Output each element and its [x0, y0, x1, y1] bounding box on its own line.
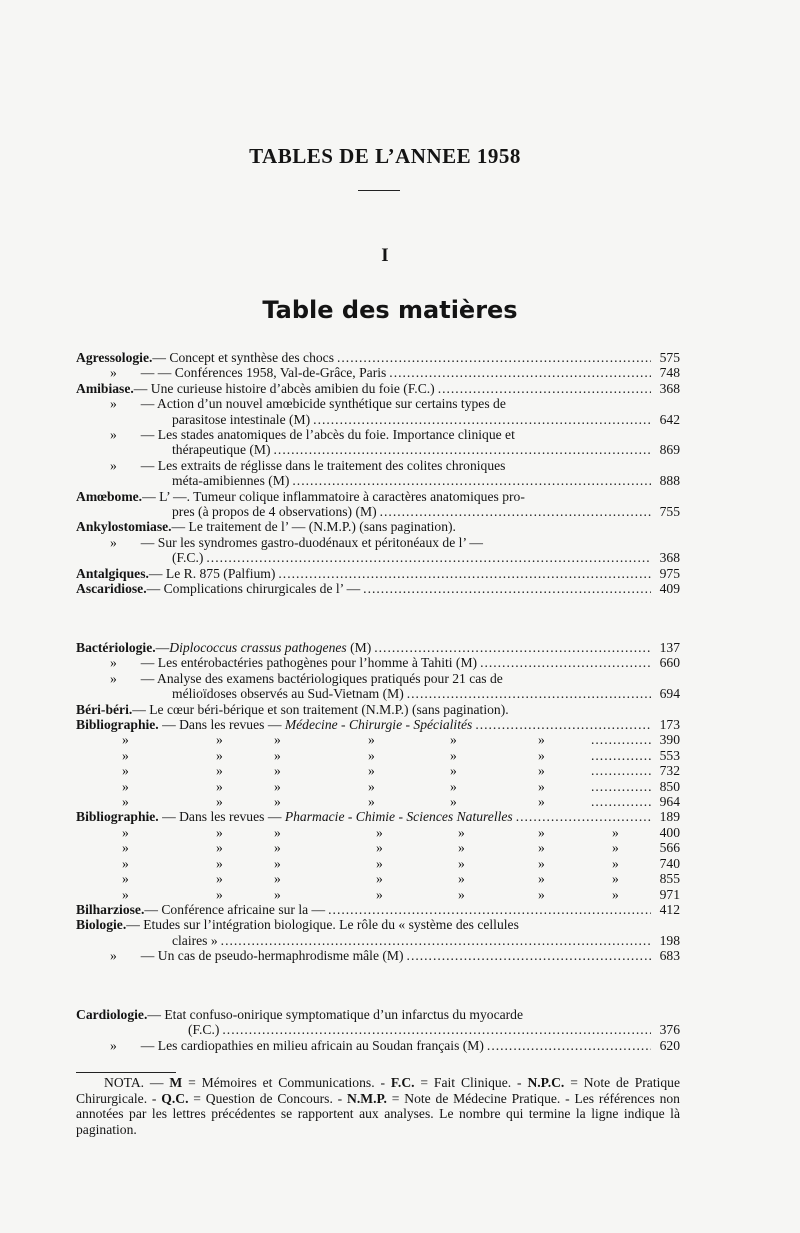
entry-page: 740: [659, 855, 680, 871]
ditto-mark: »: [216, 794, 223, 810]
ditto-entry: [76, 887, 680, 902]
entry-text: — Les entérobactéries pathogènes pour l’homme à Tahiti (M): [140, 655, 478, 671]
entry-page: 620: [659, 1037, 680, 1053]
entry-page: 553: [659, 747, 680, 763]
toc-entry: [76, 671, 680, 686]
entry-keyword: »: [110, 365, 117, 381]
dot-leader: [407, 686, 651, 701]
entry-text: — Concept et synthèse des chocs: [152, 350, 334, 365]
ditto-mark: »: [612, 824, 619, 840]
entry-keyword: Cardiologie.: [76, 1007, 148, 1022]
ditto-mark: »: [122, 824, 129, 840]
ditto-mark: »: [538, 824, 545, 840]
entry-text: — Conférence africaine sur la —: [144, 901, 326, 917]
entry-text: — Sur les syndromes gastro-duodénaux et péritonéaux de l’ —: [140, 534, 483, 550]
ditto-mark: »: [122, 778, 129, 794]
toc-entry-continuation: [76, 1022, 680, 1037]
dot-leader: [222, 1022, 651, 1037]
nota-m: M: [169, 1075, 183, 1090]
ditto-mark: »: [458, 886, 465, 902]
ditto-mark: »: [538, 840, 545, 856]
entry-text: (M): [346, 640, 372, 655]
toc-entry: [76, 458, 680, 473]
dot-leader: [221, 933, 651, 948]
ditto-entry: [76, 779, 680, 794]
toc-group-b: [76, 640, 680, 964]
ditto-mark: »: [368, 763, 375, 779]
ditto-mark: »: [538, 747, 545, 763]
entry-text: — Le R. 875 (Palfium): [148, 565, 276, 581]
toc-entry: [76, 1007, 680, 1022]
entry-text: — Analyse des examens bactériologiques pratiqués pour 21 cas de: [140, 670, 503, 686]
footnote: [76, 1075, 680, 1137]
entry-text: — Etudes sur l’intégration biologique. Le rôle du « système des cellules: [126, 917, 519, 933]
dot-leader: [480, 655, 651, 670]
ditto-mark: »: [538, 794, 545, 810]
ditto-mark: »: [216, 778, 223, 794]
ditto-mark: »: [122, 855, 129, 871]
toc-entry: [76, 381, 680, 396]
dot-leader: [438, 381, 651, 396]
ditto-mark: »: [122, 794, 129, 810]
entry-page: 855: [659, 871, 680, 887]
toc-group-a: [76, 350, 680, 597]
toc-entry: [76, 1038, 680, 1053]
ditto-entry: [76, 732, 680, 747]
entry-keyword: Béri-béri.: [76, 701, 133, 717]
entry-text: — Action d’un nouvel amœbicide synthétique sur certains types de: [140, 396, 506, 412]
entry-text: — Un cas de pseudo-hermaphrodisme mâle (M): [140, 948, 404, 964]
page-title: TABLES DE L’ANNEE 1958: [249, 144, 521, 168]
entry-keyword: Ascaridiose.: [76, 581, 147, 597]
entry-keyword: »: [110, 534, 117, 550]
toc-entry: [76, 535, 680, 550]
toc-entry: [76, 809, 680, 824]
ditto-mark: »: [274, 824, 281, 840]
ditto-mark: »: [216, 763, 223, 779]
dot-leader: [328, 902, 651, 917]
ditto-mark: »: [612, 840, 619, 856]
entry-text: pres (à propos de 4 observations) (M): [172, 504, 377, 520]
ditto-mark: »: [122, 747, 129, 763]
entry-page: 748: [659, 365, 680, 381]
entry-page: 964: [659, 794, 680, 810]
entry-page: 575: [659, 350, 680, 365]
entry-text: parasitose intestinale (M): [172, 411, 311, 427]
ditto-mark: »: [450, 732, 457, 748]
entry-text: — Les stades anatomiques de l’abcès du foie. Importance clinique et: [140, 427, 515, 443]
section-title: Table des matières: [262, 296, 518, 324]
entry-text: — Les cardiopathies en milieu africain au Soudan français (M): [140, 1037, 484, 1053]
ditto-mark: »: [368, 747, 375, 763]
entry-keyword: Biologie.: [76, 917, 127, 933]
toc-entry: [76, 948, 680, 963]
ditto-entry: [76, 871, 680, 886]
toc-entry: [76, 566, 680, 581]
ditto-mark: »: [368, 794, 375, 810]
dot-leader: [380, 504, 651, 519]
dot-leader: [363, 581, 651, 596]
ditto-mark: »: [216, 824, 223, 840]
toc-entry: [76, 717, 680, 732]
entry-page: 409: [659, 581, 680, 597]
ditto-mark: »: [538, 855, 545, 871]
entry-text: — Dans les revues —: [158, 717, 285, 733]
entry-page: 869: [659, 442, 680, 458]
ditto-mark: »: [538, 732, 545, 748]
ditto-mark: »: [274, 778, 281, 794]
entry-keyword: Bactériologie.: [76, 640, 156, 655]
entry-page: 642: [659, 411, 680, 427]
dot-leader: [591, 763, 651, 778]
entry-text: — — Conférences 1958, Val-de-Grâce, Paris: [140, 365, 387, 381]
dot-leader: [274, 442, 651, 457]
ditto-mark: »: [450, 747, 457, 763]
ditto-mark: »: [538, 763, 545, 779]
ditto-entry: [76, 825, 680, 840]
toc-entry-continuation: [76, 504, 680, 519]
ditto-mark: »: [450, 794, 457, 810]
toc-entry: [76, 902, 680, 917]
footnote-rule: [76, 1072, 176, 1073]
ditto-mark: »: [274, 840, 281, 856]
toc-entry-continuation: [76, 933, 680, 948]
dot-leader: [591, 732, 651, 747]
entry-page: 376: [659, 1022, 680, 1038]
toc-entry-continuation: [76, 442, 680, 457]
ditto-mark: »: [274, 855, 281, 871]
toc-group-c: [76, 1007, 680, 1053]
entry-page: 189: [659, 809, 680, 825]
entry-page: 412: [659, 901, 680, 917]
entry-italic: Médecine - Chirurgie - Spécialités: [284, 717, 473, 733]
ditto-mark: »: [216, 840, 223, 856]
dot-leader: [389, 365, 651, 380]
ditto-mark: »: [612, 855, 619, 871]
entry-keyword: Ankylostomiase.: [76, 519, 172, 535]
entry-text: (F.C.): [172, 550, 204, 566]
ditto-mark: »: [274, 747, 281, 763]
ditto-mark: »: [376, 840, 383, 856]
ditto-mark: »: [450, 778, 457, 794]
entry-text: — Etat confuso-onirique symptomatique d’un infarctus du myocarde: [147, 1007, 523, 1022]
nota-npc-def: = Note de Pratique Chirurgicale. -: [76, 1075, 681, 1106]
toc-entry: [76, 427, 680, 442]
entry-italic: Pharmacie - Chimie - Sciences Naturelles: [284, 809, 513, 825]
nota-m-def: = Mémoires et Communications. -: [188, 1075, 385, 1090]
nota-nmp: N.M.P.: [347, 1090, 387, 1106]
entry-page: 137: [659, 640, 680, 655]
entry-keyword: »: [110, 655, 117, 671]
dot-leader: [516, 809, 651, 824]
ditto-mark: »: [274, 732, 281, 748]
ditto-mark: »: [458, 840, 465, 856]
entry-keyword: »: [110, 396, 117, 412]
ditto-entry: [76, 856, 680, 871]
entry-page: 400: [659, 824, 680, 840]
ditto-mark: »: [216, 732, 223, 748]
toc-entry: [76, 917, 680, 932]
toc-entry-continuation: [76, 550, 680, 565]
entry-keyword: »: [110, 670, 117, 686]
nota-fc-def: = Fait Clinique. -: [420, 1075, 522, 1090]
ditto-entry: [76, 840, 680, 855]
ditto-mark: »: [376, 886, 383, 902]
entry-keyword: Bibliographie.: [76, 809, 159, 825]
entry-text: — Le traitement de l’ — (N.M.P.) (sans pagination).: [171, 519, 456, 535]
ditto-mark: »: [612, 871, 619, 887]
entry-page: 975: [659, 565, 680, 581]
toc-entry: [76, 519, 680, 534]
dot-leader: [487, 1038, 651, 1053]
ditto-mark: »: [216, 747, 223, 763]
toc-entry: [76, 396, 680, 411]
dot-leader: [591, 779, 651, 794]
entry-text: (F.C.): [188, 1022, 220, 1038]
entry-page: 683: [659, 948, 680, 964]
dot-leader: [206, 550, 651, 565]
dot-leader: [591, 794, 651, 809]
dot-leader: [292, 473, 651, 488]
entry-page: 850: [659, 778, 680, 794]
ditto-mark: »: [216, 855, 223, 871]
ditto-mark: »: [450, 763, 457, 779]
nota-fc: F.C.: [390, 1075, 415, 1090]
ditto-mark: »: [376, 855, 383, 871]
toc-entry: [76, 655, 680, 670]
entry-text: thérapeutique (M): [172, 442, 271, 458]
entry-keyword: Amibiase.: [76, 380, 134, 396]
entry-page: 390: [659, 732, 680, 748]
toc-entry-continuation: [76, 473, 680, 488]
entry-text: — Complications chirurgicales de l’ —: [146, 581, 361, 597]
entry-keyword: »: [110, 1037, 117, 1053]
ditto-mark: »: [368, 778, 375, 794]
nota-qc-def: = Question de Concours. -: [193, 1090, 343, 1106]
ditto-mark: »: [376, 824, 383, 840]
ditto-mark: »: [122, 840, 129, 856]
entry-keyword: »: [110, 457, 117, 473]
toc-entry-continuation: [76, 412, 680, 427]
entry-page: 368: [659, 550, 680, 566]
entry-page: 368: [659, 380, 680, 396]
entry-keyword: »: [110, 948, 117, 964]
entry-keyword: Antalgiques.: [76, 565, 149, 581]
toc-entry: [76, 581, 680, 596]
ditto-mark: »: [274, 794, 281, 810]
entry-page: 566: [659, 840, 680, 856]
ditto-mark: »: [122, 763, 129, 779]
dot-leader: [337, 350, 651, 365]
ditto-entry: [76, 748, 680, 763]
entry-text: — Les extraits de réglisse dans le traitement des colites chroniques: [140, 457, 506, 473]
ditto-entry: [76, 794, 680, 809]
nota-lead: NOTA. —: [104, 1075, 164, 1090]
ditto-mark: »: [274, 886, 281, 902]
entry-text: — Une curieuse histoire d’abcès amibien du foie (F.C.): [133, 380, 435, 396]
dot-leader: [475, 717, 651, 732]
entry-text: —: [155, 640, 170, 655]
ditto-mark: »: [122, 886, 129, 902]
toc-entry: [76, 350, 680, 365]
entry-text: — L’ —. Tumeur colique inflammatoire à caractères anatomiques pro-: [142, 488, 525, 504]
entry-italic: Diplococcus crassus pathogenes: [169, 640, 347, 655]
dot-leader: [278, 566, 651, 581]
toc-entry-continuation: [76, 686, 680, 701]
ditto-mark: »: [458, 855, 465, 871]
entry-keyword: Bibliographie.: [76, 717, 159, 733]
entry-page: 198: [659, 932, 680, 948]
ditto-mark: »: [538, 778, 545, 794]
dot-leader: [313, 412, 651, 427]
ditto-mark: »: [612, 886, 619, 902]
ditto-mark: »: [274, 871, 281, 887]
toc-entry: [76, 365, 680, 380]
entry-text: claires »: [172, 932, 218, 948]
nota-npc: N.P.C.: [527, 1075, 565, 1090]
entry-text: — Dans les revues —: [158, 809, 285, 825]
dot-leader: [374, 640, 651, 655]
entry-text: méta-amibiennes (M): [172, 473, 290, 489]
entry-text: — Le cœur béri-bérique et son traitement (N.M.P.) (sans pagination).: [132, 701, 509, 717]
ditto-mark: »: [122, 871, 129, 887]
ditto-mark: »: [274, 763, 281, 779]
toc-entry: [76, 489, 680, 504]
nota-qc: Q.C.: [161, 1090, 189, 1106]
ditto-mark: »: [538, 886, 545, 902]
toc-entry: [76, 640, 680, 655]
nota-nmp-def: = Note de Médecine Pratique. - Les références non annotées par les lettres précédentes se rapportent aux analyses. Le nombre qui termine la ligne indique là pagination.: [76, 1090, 680, 1137]
entry-page: 173: [659, 717, 680, 733]
entry-page: 971: [659, 886, 680, 902]
title-divider: [358, 190, 400, 191]
ditto-mark: »: [216, 871, 223, 887]
entry-keyword: Agressologie.: [76, 350, 153, 365]
entry-page: 888: [659, 473, 680, 489]
entry-page: 732: [659, 763, 680, 779]
entry-page: 660: [659, 655, 680, 671]
dot-leader: [407, 948, 651, 963]
ditto-mark: »: [122, 732, 129, 748]
ditto-mark: »: [216, 886, 223, 902]
ditto-mark: »: [538, 871, 545, 887]
ditto-mark: »: [376, 871, 383, 887]
entry-page: 755: [659, 504, 680, 520]
entry-page: 694: [659, 686, 680, 702]
ditto-mark: »: [458, 824, 465, 840]
entry-keyword: Bilharziose.: [76, 901, 145, 917]
ditto-mark: »: [458, 871, 465, 887]
ditto-entry: [76, 763, 680, 778]
toc-entry: [76, 702, 680, 717]
dot-leader: [591, 748, 651, 763]
ditto-mark: »: [368, 732, 375, 748]
entry-keyword: Amœbome.: [76, 488, 143, 504]
entry-keyword: »: [110, 427, 117, 443]
entry-text: mélioïdoses observés au Sud-Vietnam (M): [172, 686, 404, 702]
section-number: I: [381, 245, 389, 266]
